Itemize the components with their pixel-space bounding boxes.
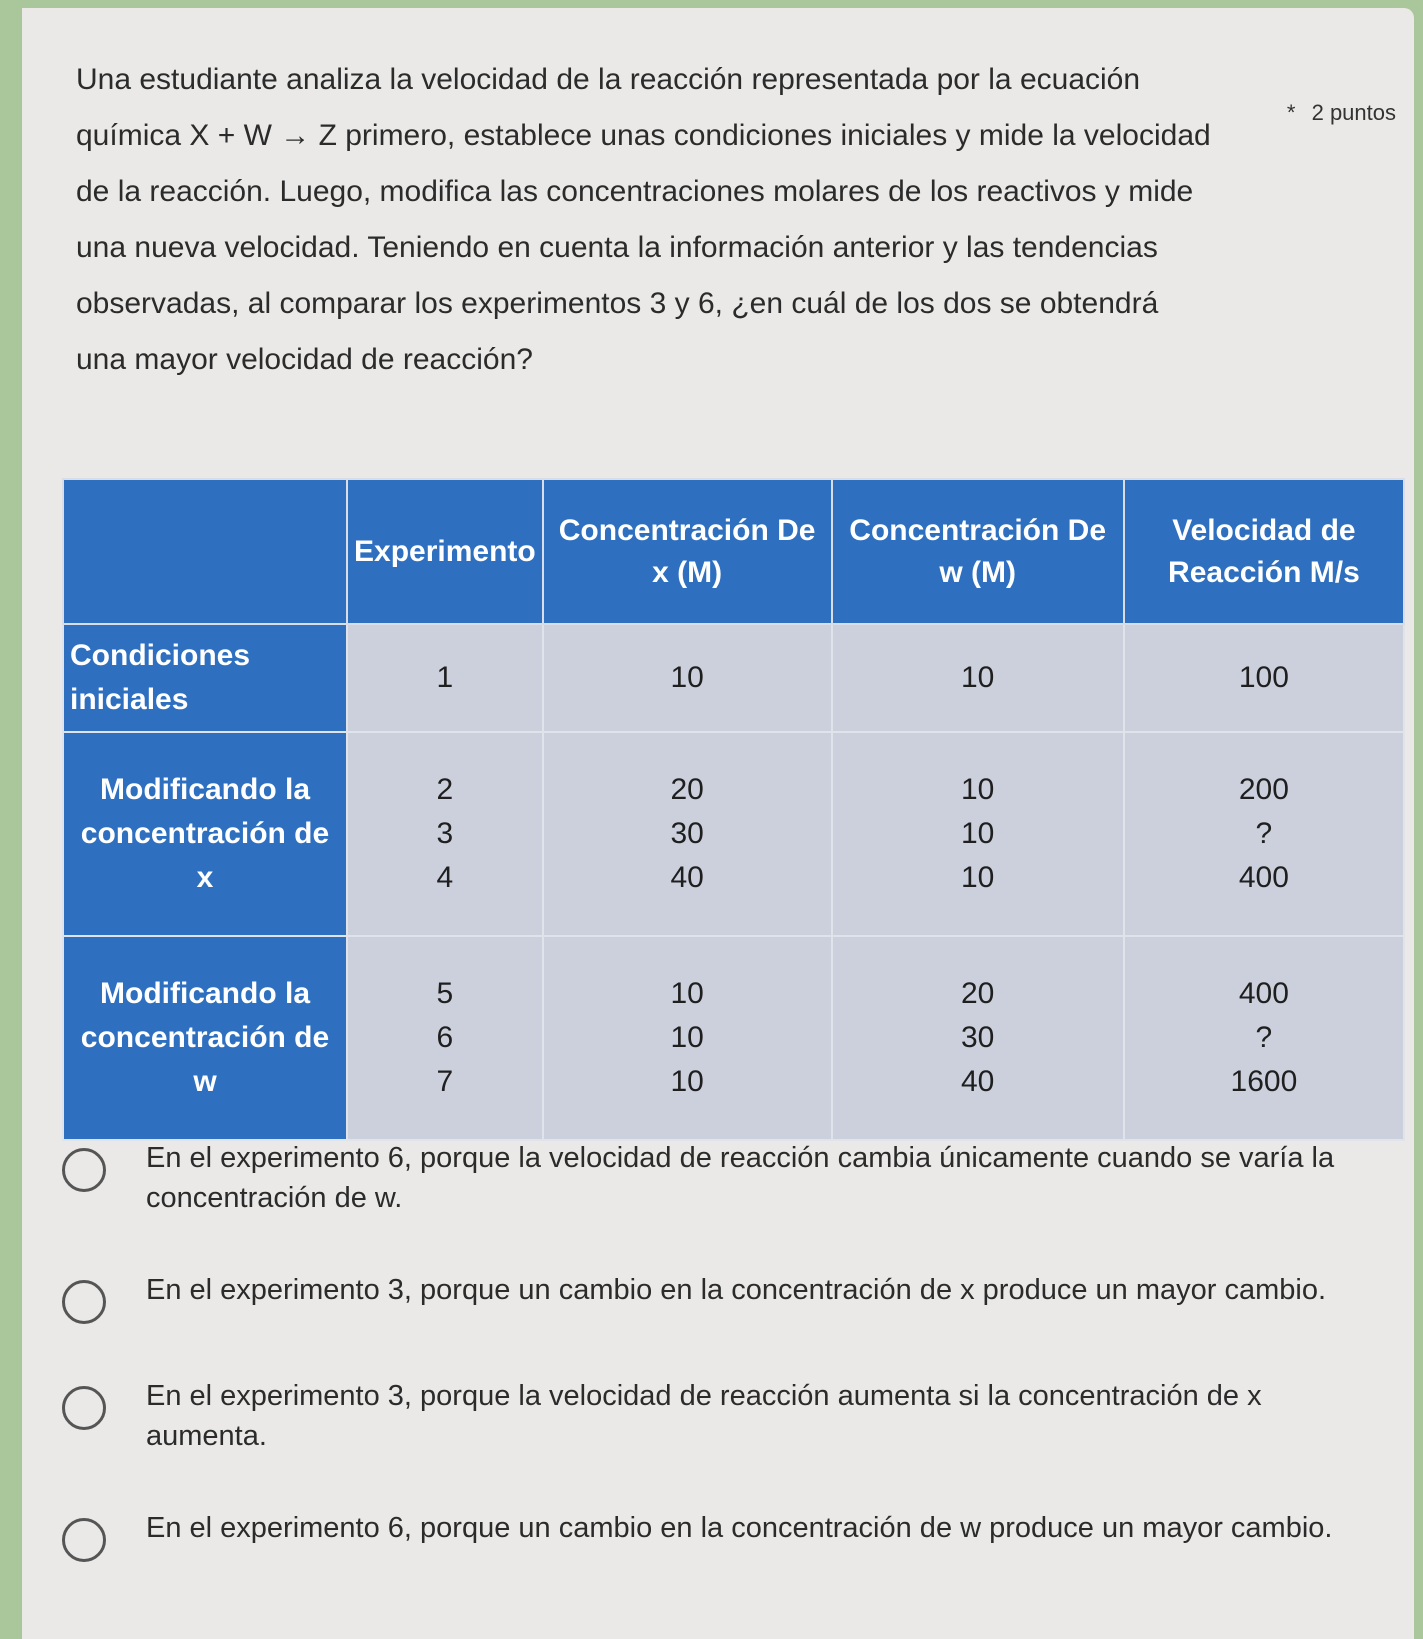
required-mark: * <box>1286 100 1296 125</box>
table-header-experimento: Experimento <box>347 479 543 624</box>
table-row <box>63 936 1404 1140</box>
option-text: En el experimento 6, porque la velocidad de reacción cambia únicamente cuando se varía la concentración de w. <box>146 1142 1335 1214</box>
points-label: 2 puntos <box>1311 100 1396 125</box>
table-row <box>63 732 1404 936</box>
table-row <box>63 624 1404 732</box>
question-card <box>22 8 1414 1639</box>
cell-experimento: 1 <box>347 624 543 732</box>
answer-option-4[interactable] <box>62 1508 1362 1562</box>
option-text: En el experimento 3, porque la velocidad de reacción aumenta si la concentración de x aumenta. <box>146 1380 1262 1452</box>
answer-option-3[interactable] <box>62 1376 1362 1456</box>
table-header-empty <box>63 479 347 624</box>
cell-conc-w: 10 <box>832 624 1124 732</box>
row-label: Modificando la concentración de x <box>63 732 347 936</box>
table-header-velocidad: Velocidad de Reacción M/s <box>1124 479 1404 624</box>
answer-options <box>62 1138 1362 1614</box>
question-text: Una estudiante analiza la velocidad de la reacción representada por la ecuación química X + W → Z primero, establece unas condiciones iniciales y mide la velocidad de la reacción. Luego, modifica las concentraciones molares de los reactivos y mide una nueva velocidad. Teniendo en cuenta la información anterior y las tendencias observadas, al comparar los experimentos 3 y 6, ¿en cuál de los dos se obtendrá una mayor velocidad de reacción? <box>76 63 1211 376</box>
cell-conc-x: 10 10 10 <box>543 936 832 1140</box>
answer-option-2[interactable] <box>62 1270 1362 1324</box>
table-header-conc-x: Concentración De x (M) <box>543 479 832 624</box>
radio-button[interactable] <box>62 1280 106 1324</box>
cell-velocidad: 200 ? 400 <box>1124 732 1404 936</box>
table-header-row <box>63 479 1404 624</box>
cell-conc-w: 20 30 40 <box>832 936 1124 1140</box>
radio-button[interactable] <box>62 1148 106 1192</box>
option-text: En el experimento 6, porque un cambio en la concentración de w produce un mayor cambio. <box>146 1512 1333 1544</box>
points-indicator <box>1287 100 1396 126</box>
row-label: Modificando la concentración de w <box>63 936 347 1140</box>
cell-velocidad: 100 <box>1124 624 1404 732</box>
cell-conc-x: 10 <box>543 624 832 732</box>
row-label: Condiciones iniciales <box>63 624 347 732</box>
experiment-table <box>62 478 1405 1141</box>
cell-velocidad: 400 ? 1600 <box>1124 936 1404 1140</box>
cell-experimento: 5 6 7 <box>347 936 543 1140</box>
radio-button[interactable] <box>62 1518 106 1562</box>
table-header-conc-w: Concentración De w (M) <box>832 479 1124 624</box>
cell-conc-w: 10 10 10 <box>832 732 1124 936</box>
cell-experimento: 2 3 4 <box>347 732 543 936</box>
option-text: En el experimento 3, porque un cambio en la concentración de x produce un mayor cambio. <box>146 1274 1327 1306</box>
cell-conc-x: 20 30 40 <box>543 732 832 936</box>
radio-button[interactable] <box>62 1386 106 1430</box>
answer-option-1[interactable] <box>62 1138 1362 1218</box>
